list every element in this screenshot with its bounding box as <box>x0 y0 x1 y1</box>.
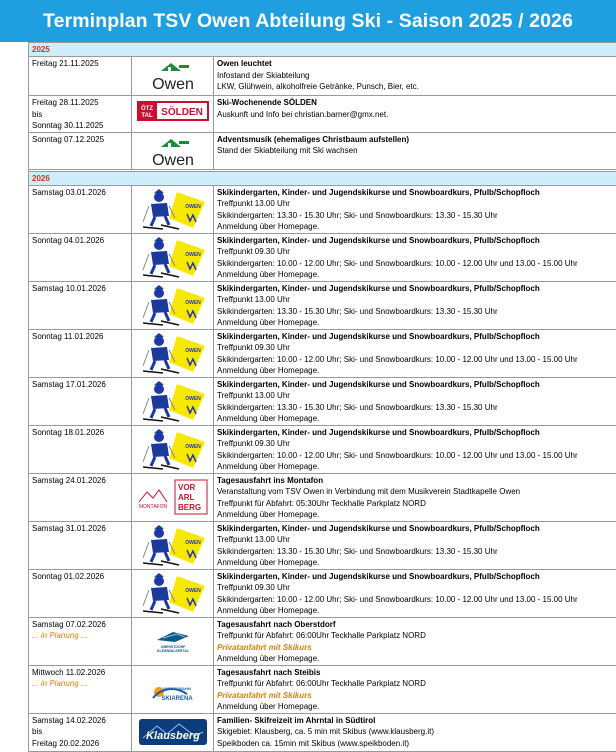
event-detail: Treffpunkt für Abfahrt: 06:00Uhr Teckhalle Parkplatz NORD <box>217 678 614 690</box>
event-info <box>214 617 616 665</box>
oberstdorf-logo-text-b: KLEINWALSERTAL <box>156 649 189 653</box>
event-detail: Skikindergarten: 10.00 - 12.00 Uhr; Ski- und Snowboardkurs: 10.00 - 12.00 Uhr und 13.00 - 15.00 Uhr <box>217 354 614 366</box>
event-row <box>29 521 616 569</box>
event-logo-cell <box>132 233 214 281</box>
owen-logo <box>135 59 211 93</box>
event-info <box>214 233 616 281</box>
oberstdorf-logo <box>135 620 211 662</box>
event-logo-cell <box>132 473 214 521</box>
event-date <box>29 425 132 473</box>
kids-ski-logo <box>135 428 211 470</box>
event-date <box>29 185 132 233</box>
event-title: Tagesausfahrt nach Oberstdorf <box>217 619 614 631</box>
event-detail: Skigebiet: Klausberg, ca. 5 min mit Skibus (www.klausberg.it) <box>217 726 614 738</box>
event-logo-cell <box>132 57 214 96</box>
event-detail: Treffpunkt 09.30 Uhr <box>217 342 614 354</box>
event-row <box>29 132 616 169</box>
event-row <box>29 665 616 713</box>
kids-logo-text: OWEN <box>185 300 201 306</box>
event-detail: Treffpunkt 13.00 Uhr <box>217 294 614 306</box>
event-detail: Speikboden ca. 15min mit Skibus (www.speikboden.it) <box>217 738 614 750</box>
planning-status: ... in Planung ... <box>32 678 129 690</box>
event-detail: Skikindergarten: 13.30 - 15.30 Uhr; Ski- und Snowboardkurs: 13.30 - 15.30 Uhr <box>217 402 614 414</box>
year-label: 2025 <box>29 43 616 57</box>
event-row <box>29 57 616 96</box>
vorarlberg-logo-text-a: VOR <box>178 483 196 492</box>
date-line: Samstag 31.01.2026 <box>32 523 129 535</box>
event-detail: Skikindergarten: 13.30 - 15.30 Uhr; Ski- und Snowboardkurs: 13.30 - 15.30 Uhr <box>217 210 614 222</box>
event-detail: Anmeldung über Homepage. <box>217 269 614 281</box>
event-detail: Treffpunkt 13.00 Uhr <box>217 534 614 546</box>
event-date <box>29 617 132 665</box>
date-line: Sonntag 01.02.2026 <box>32 571 129 583</box>
vorarlberg-logo-text-b: ARL <box>178 493 195 502</box>
kids-ski-logo <box>135 188 211 230</box>
event-logo-cell <box>132 713 214 751</box>
year-label: 2026 <box>29 171 616 185</box>
kids-ski-logo <box>135 380 211 422</box>
montafon-vorarlberg-logo <box>135 476 211 518</box>
event-title: Ski-Wochenende SÖLDEN <box>217 97 614 109</box>
event-date <box>29 329 132 377</box>
event-info <box>214 185 616 233</box>
owen-logo <box>135 135 211 169</box>
date-line: Freitag 20.02.2026 <box>32 738 129 750</box>
event-row <box>29 185 616 233</box>
event-date <box>29 569 132 617</box>
event-info <box>214 57 616 96</box>
date-line: Sonntag 07.12.2025 <box>32 134 129 146</box>
event-title: Tagesausfahrt nach Steibis <box>217 667 614 679</box>
event-title: Adventsmusik (ehemaliges Christbaum aufstellen) <box>217 134 614 146</box>
steibis-skiarena-logo <box>135 668 211 710</box>
event-detail: Treffpunkt 09.30 Uhr <box>217 438 614 450</box>
kids-logo-text: OWEN <box>185 348 201 354</box>
planning-status: ... in Planung ... <box>32 630 129 642</box>
event-date <box>29 521 132 569</box>
event-logo-cell <box>132 425 214 473</box>
event-title: Skikindergarten, Kinder- und Jugendskikurse und Snowboardkurs, Pfulb/Schopfloch <box>217 379 614 391</box>
soelden-logo-text-b: TAL <box>141 113 153 119</box>
event-date <box>29 473 132 521</box>
page-title: Terminplan TSV Owen Abteilung Ski - Saison 2025 / 2026 <box>0 0 616 42</box>
year-section-header <box>29 43 616 57</box>
event-title: Skikindergarten, Kinder- und Jugendskikurse und Snowboardkurs, Pfulb/Schopfloch <box>217 523 614 535</box>
event-detail: Anmeldung über Homepage. <box>217 653 614 665</box>
event-detail: Auskunft und Info bei christian.barner@gmx.net. <box>217 109 614 121</box>
kids-ski-logo <box>135 236 211 278</box>
event-info <box>214 569 616 617</box>
steibis-logo-text-a: IMBERGBAHN <box>163 686 191 691</box>
date-line: Samstag 10.01.2026 <box>32 283 129 295</box>
date-line: Sonntag 11.01.2026 <box>32 331 129 343</box>
date-line: Samstag 17.01.2026 <box>32 379 129 391</box>
event-logo-cell <box>132 329 214 377</box>
date-line: bis <box>32 726 129 738</box>
event-detail: Skikindergarten: 10.00 - 12.00 Uhr; Ski- und Snowboardkurs: 10.00 - 12.00 Uhr und 13.00 - 15.00 Uhr <box>217 594 614 606</box>
event-logo-cell <box>132 521 214 569</box>
event-logo-cell <box>132 665 214 713</box>
event-info <box>214 281 616 329</box>
owen-logo-text: Owen <box>152 76 194 93</box>
year-section-header <box>29 171 616 185</box>
date-line: Freitag 21.11.2025 <box>32 58 129 70</box>
event-detail: Skikindergarten: 10.00 - 12.00 Uhr; Ski- und Snowboardkurs: 10.00 - 12.00 Uhr und 13.00 - 15.00 Uhr <box>217 258 614 270</box>
steibis-logo-text-b: SKIARENA <box>161 696 193 702</box>
event-detail: Skikindergarten: 13.30 - 15.30 Uhr; Ski- und Snowboardkurs: 13.30 - 15.30 Uhr <box>217 306 614 318</box>
date-line: Samstag 24.01.2026 <box>32 475 129 487</box>
event-row <box>29 425 616 473</box>
event-detail: Anmeldung über Homepage. <box>217 509 614 521</box>
kids-logo-text: OWEN <box>185 444 201 450</box>
event-title: Skikindergarten, Kinder- und Jugendskikurse und Snowboardkurs, Pfulb/Schopfloch <box>217 283 614 295</box>
event-info <box>214 521 616 569</box>
event-info <box>214 96 616 133</box>
event-date <box>29 57 132 96</box>
kids-logo-text: OWEN <box>185 396 201 402</box>
event-row <box>29 233 616 281</box>
event-logo-cell <box>132 617 214 665</box>
kids-logo-text: OWEN <box>185 588 201 594</box>
soelden-logo-text-c: SÖLDEN <box>161 105 203 118</box>
event-detail: Treffpunkt für Abfahrt: 05:30Uhr Teckhalle Parkplatz NORD <box>217 498 614 510</box>
date-line: Sonntag 30.11.2025 <box>32 120 129 132</box>
event-logo-cell <box>132 132 214 169</box>
event-info <box>214 377 616 425</box>
event-title: Skikindergarten, Kinder- und Jugendskikurse und Snowboardkurs, Pfulb/Schopfloch <box>217 427 614 439</box>
klausberg-logo-text: Klausberg <box>146 730 200 742</box>
event-row <box>29 96 616 133</box>
date-line: Samstag 03.01.2026 <box>32 187 129 199</box>
event-logo-cell <box>132 96 214 133</box>
event-detail: Treffpunkt 13.00 Uhr <box>217 390 614 402</box>
date-line: Sonntag 18.01.2026 <box>32 427 129 439</box>
montafon-logo-text: MONTAFON <box>138 504 167 510</box>
kids-ski-logo <box>135 572 211 614</box>
event-detail: Anmeldung über Homepage. <box>217 365 614 377</box>
event-logo-cell <box>132 281 214 329</box>
event-title: Skikindergarten, Kinder- und Jugendskikurse und Snowboardkurs, Pfulb/Schopfloch <box>217 571 614 583</box>
event-detail: Anmeldung über Homepage. <box>217 461 614 473</box>
oberstdorf-logo-text-a: OBERSTDORF <box>160 645 185 649</box>
event-detail: Skikindergarten: 10.00 - 12.00 Uhr; Ski- und Snowboardkurs: 10.00 - 12.00 Uhr und 13.00 - 15.00 Uhr <box>217 450 614 462</box>
event-detail: Treffpunkt für Abfahrt: 06:00Uhr Teckhalle Parkplatz NORD <box>217 630 614 642</box>
event-title: Owen leuchtet <box>217 58 614 70</box>
event-info <box>214 425 616 473</box>
kids-logo-text: OWEN <box>185 204 201 210</box>
event-info <box>214 665 616 713</box>
event-logo-cell <box>132 377 214 425</box>
event-date <box>29 132 132 169</box>
event-row <box>29 713 616 751</box>
event-row <box>29 473 616 521</box>
soelden-logo <box>135 98 211 124</box>
event-detail: Anmeldung über Homepage. <box>217 701 614 713</box>
event-detail: Anmeldung über Homepage. <box>217 557 614 569</box>
kids-ski-logo <box>135 524 211 566</box>
event-detail: Veranstaltung vom TSV Owen in Verbindung mit dem Musikverein Stadtkapelle Owen <box>217 486 614 498</box>
event-detail: Anmeldung über Homepage. <box>217 317 614 329</box>
klausberg-logo <box>135 716 211 748</box>
event-date <box>29 233 132 281</box>
event-info <box>214 473 616 521</box>
date-line: Samstag 07.02.2026 <box>32 619 129 631</box>
event-title: Skikindergarten, Kinder- und Jugendskikurse und Snowboardkurs, Pfulb/Schopfloch <box>217 331 614 343</box>
event-date <box>29 96 132 133</box>
event-title: Skikindergarten, Kinder- und Jugendskikurse und Snowboardkurs, Pfulb/Schopfloch <box>217 235 614 247</box>
event-title: Familien- Skifreizeit im Ahrntal in Südtirol <box>217 715 614 727</box>
soelden-logo-text-a: ÖTZ <box>141 105 153 112</box>
owen-logo-text: Owen <box>152 152 194 169</box>
event-info <box>214 132 616 169</box>
date-line: Sonntag 04.01.2026 <box>32 235 129 247</box>
event-row <box>29 377 616 425</box>
date-line: Freitag 28.11.2025 <box>32 97 129 109</box>
event-logo-cell <box>132 569 214 617</box>
kids-ski-logo <box>135 332 211 374</box>
event-detail: Treffpunkt 13.00 Uhr <box>217 198 614 210</box>
event-row <box>29 569 616 617</box>
event-title: Skikindergarten, Kinder- und Jugendskikurse und Snowboardkurs, Pfulb/Schopfloch <box>217 187 614 199</box>
event-row <box>29 281 616 329</box>
vorarlberg-logo-text-c: BERG <box>178 503 201 512</box>
date-line: Mittwoch 11.02.2026 <box>32 667 129 679</box>
private-travel-note: Privatanfahrt mit Skikurs <box>217 642 614 654</box>
event-detail: LKW, Glühwein, alkoholfreie Getränke, Punsch, Bier, etc. <box>217 81 614 93</box>
kids-logo-text: OWEN <box>185 540 201 546</box>
schedule-table <box>28 42 616 752</box>
event-info <box>214 329 616 377</box>
event-info <box>214 713 616 751</box>
event-row <box>29 329 616 377</box>
private-travel-note: Privatanfahrt mit Skikurs <box>217 690 614 702</box>
event-date <box>29 281 132 329</box>
kids-ski-logo <box>135 284 211 326</box>
event-detail: Anmeldung über Homepage. <box>217 221 614 233</box>
date-line: bis <box>32 109 129 121</box>
event-detail: Stand der Skiabteilung mit Ski wachsen <box>217 145 614 157</box>
event-detail: Anmeldung über Homepage. <box>217 605 614 617</box>
event-date <box>29 377 132 425</box>
event-detail: Treffpunkt 09.30 Uhr <box>217 246 614 258</box>
event-date <box>29 665 132 713</box>
event-row <box>29 617 616 665</box>
event-logo-cell <box>132 185 214 233</box>
event-detail: Anmeldung über Homepage. <box>217 413 614 425</box>
kids-logo-text: OWEN <box>185 252 201 258</box>
event-date <box>29 713 132 751</box>
date-line: Samstag 14.02.2026 <box>32 715 129 727</box>
event-title: Tagesausfahrt ins Montafon <box>217 475 614 487</box>
event-detail: Skikindergarten: 13.30 - 15.30 Uhr; Ski- und Snowboardkurs: 13.30 - 15.30 Uhr <box>217 546 614 558</box>
event-detail: Treffpunkt 09.30 Uhr <box>217 582 614 594</box>
event-detail: Infostand der Skiabteilung <box>217 70 614 82</box>
